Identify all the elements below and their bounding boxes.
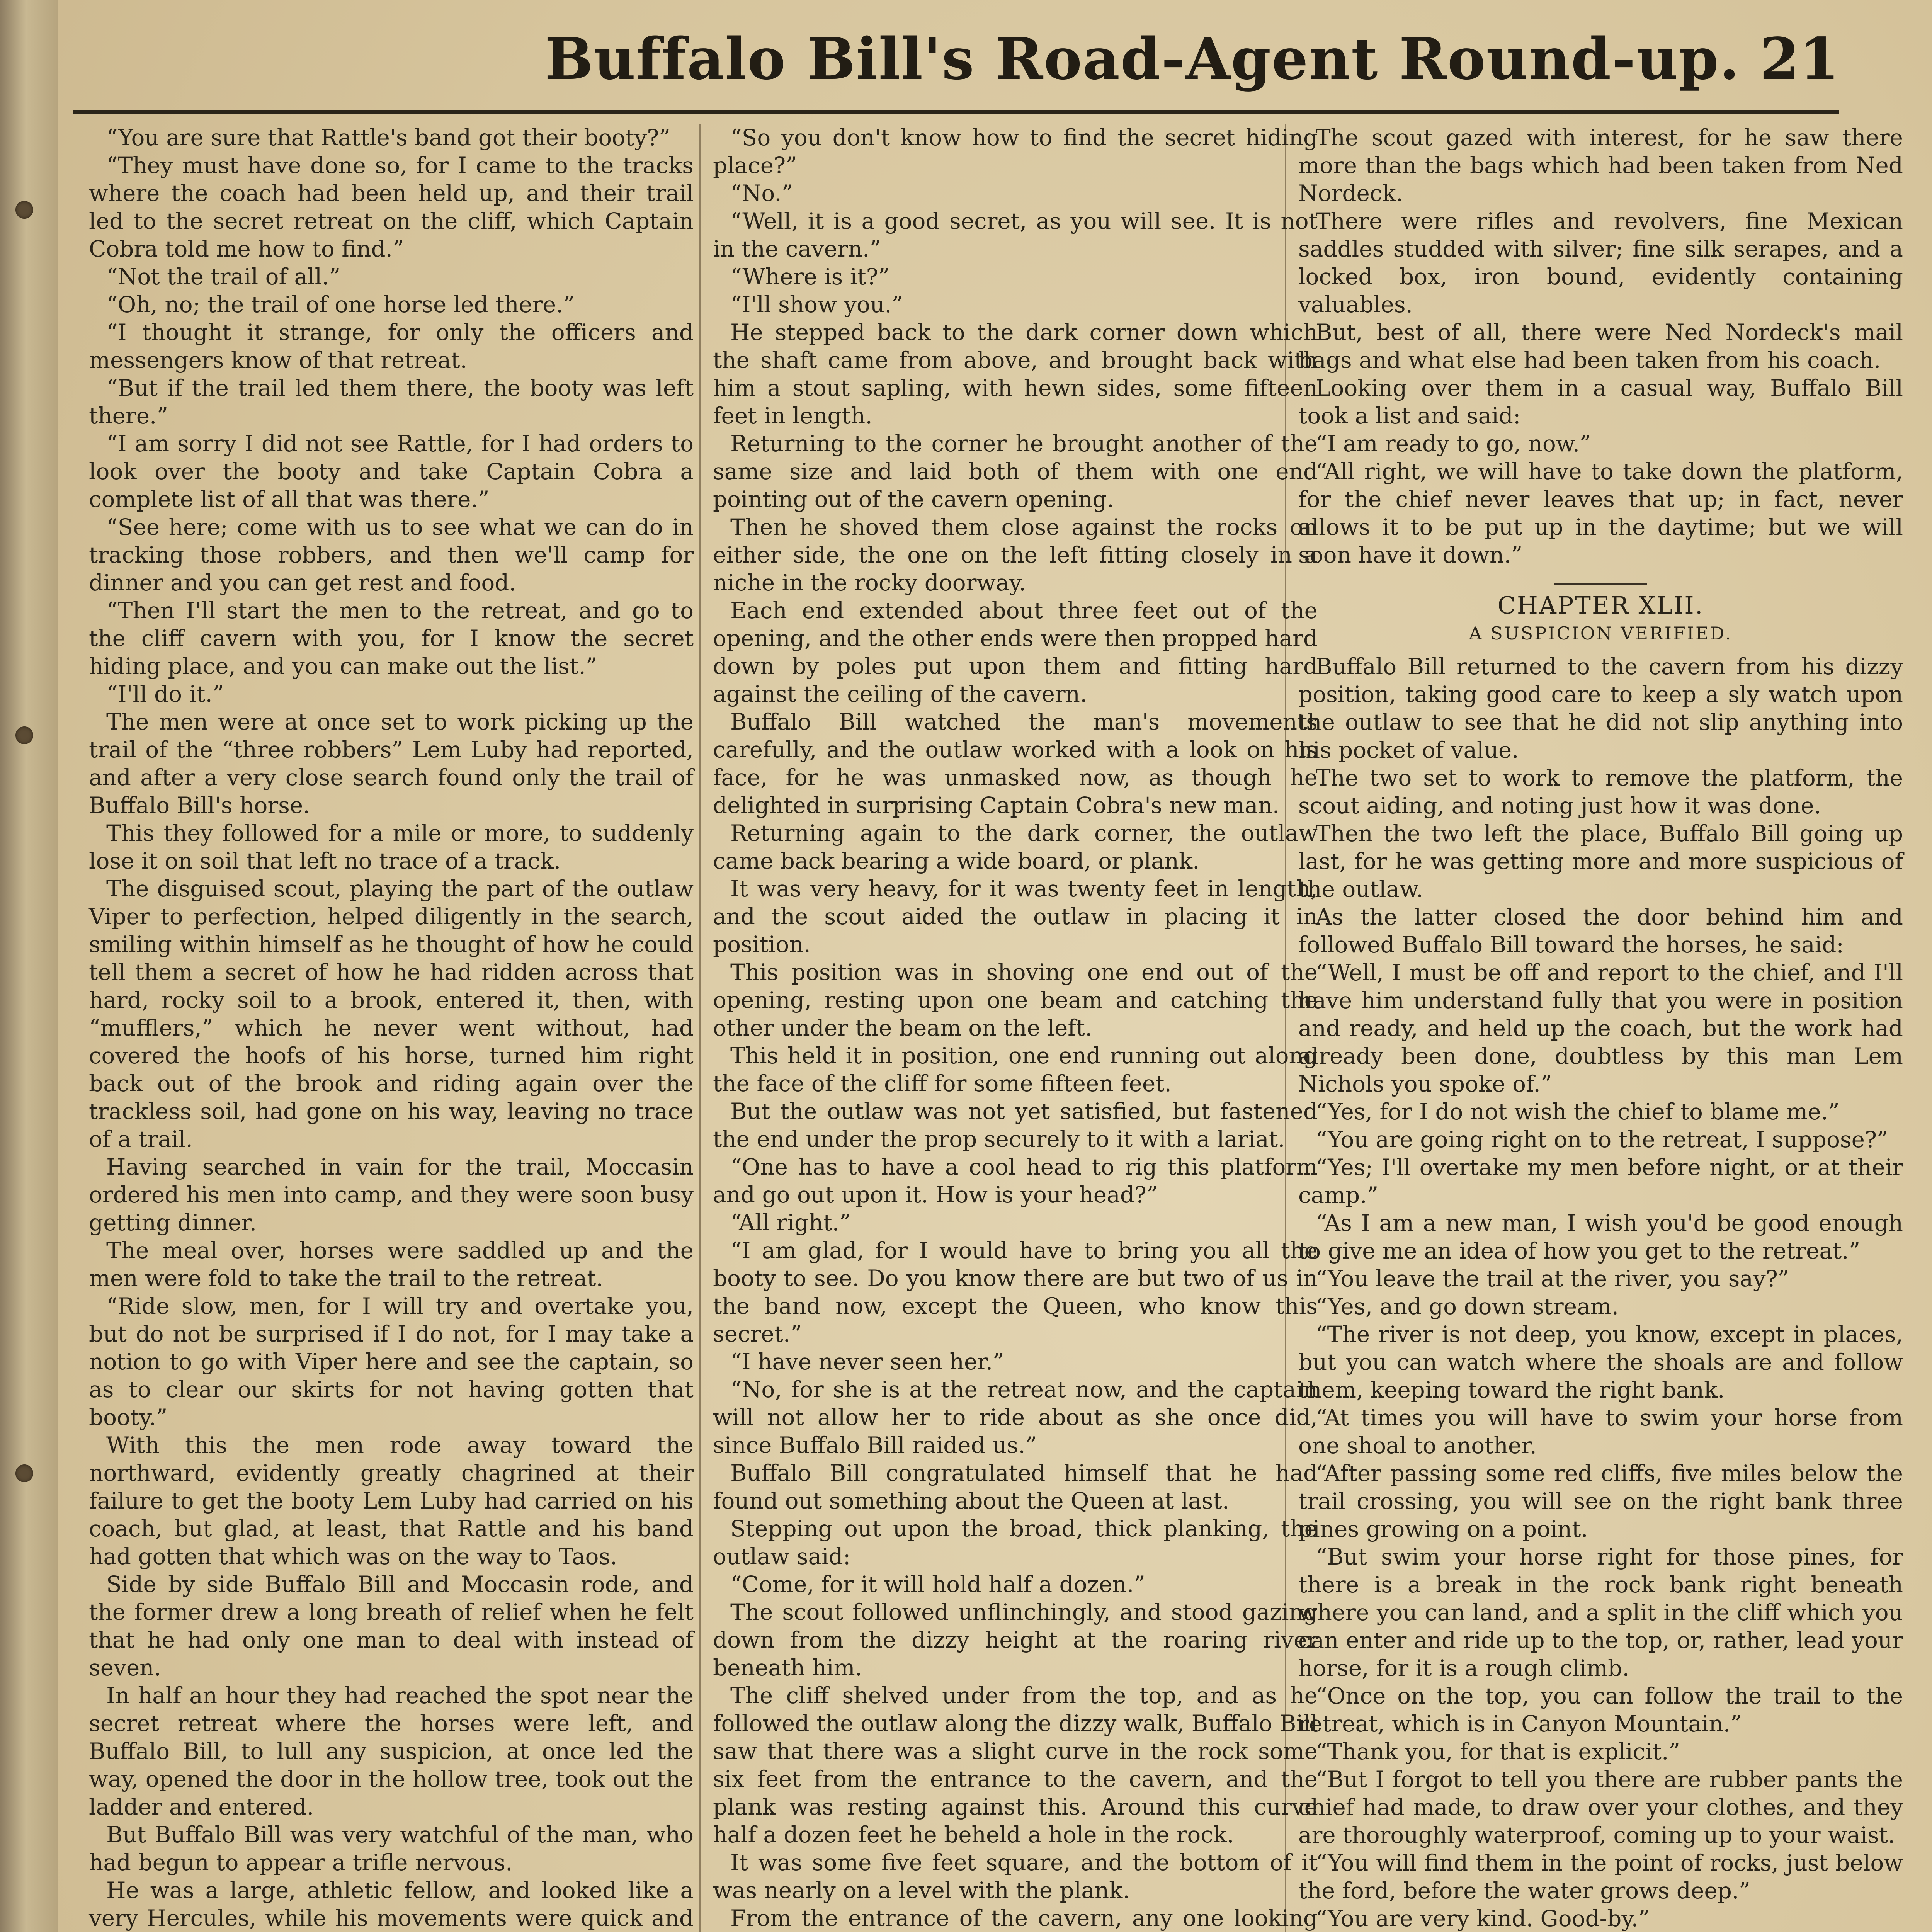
paragraph: “As I am a new man, I wish you'd be good enough to give me an idea of how you get to the retreat.” — [1298, 1210, 1903, 1264]
paragraph: “They must have done so, for I came to the tracks where the coach had been held up, and their trail led to the secret retreat on the cliff, which Captain Cobra told me how to find.” — [89, 152, 694, 262]
paragraph: “Yes, and go down stream. — [1316, 1293, 1619, 1320]
paragraph: Stepping out upon the broad, thick planking, the outlaw said: — [713, 1515, 1318, 1570]
paragraph: “No, for she is at the retreat now, and the captain will not allow her to ride about as she once did, since Buffalo Bill raided us.” — [713, 1376, 1318, 1458]
paragraph: But Buffalo Bill was very watchful of the man, who had begun to appear a trifle nervous. — [89, 1821, 694, 1876]
paragraph: Each end extended about three feet out of the opening, and the other ends were then propped hard down by poles put upon them and fitting hard against the ceiling of the cavern. — [713, 597, 1318, 707]
paragraph: “Come, for it will hold half a dozen.” — [730, 1571, 1145, 1597]
paragraph: “But swim your horse right for those pines, for there is a break in the rock bank right beneath where you can land, and a split in the cliff which you can enter and ride up to the top, or, rather, lead your horse, for it is a rough climb. — [1298, 1544, 1903, 1681]
paragraph: “Once on the top, you can follow the trail to the retreat, which is in Canyon Mountain.” — [1298, 1683, 1903, 1737]
paragraph: “I'll do it.” — [106, 681, 224, 707]
paragraph: Buffalo Bill watched the man's movements carefully, and the outlaw worked with a look on his face, for he was unmasked now, as though he delighted in surprising Captain Cobra's new man. — [713, 709, 1318, 818]
paragraph: Then the two left the place, Buffalo Bill going up last, for he was getting more and more suspicious of the outlaw. — [1298, 820, 1903, 902]
chapter-rule — [1554, 583, 1647, 585]
paragraph: “Well, I must be off and report to the chief, and I'll have him understand fully that you were in position and ready, and held up the coach, but the work had already been done, doubtless by this man Lem Nichols you spoke of.” — [1298, 959, 1903, 1097]
paragraph: It was very heavy, for it was twenty feet in length, and the scout aided the outlaw in placing it in position. — [713, 876, 1318, 957]
paragraph: “At times you will have to swim your horse from one shoal to another. — [1298, 1405, 1903, 1459]
paragraph: There were rifles and revolvers, fine Mexican saddles studded with silver; fine silk serapes, and a locked box, iron bound, evidently containing valuables. — [1298, 208, 1903, 318]
paragraph: “See here; come with us to see what we can do in tracking those robbers, and then we'll camp for dinner and you can get rest and food. — [89, 514, 694, 596]
paragraph: It was some five feet square, and the bottom of it was nearly on a level with the plank. — [713, 1849, 1318, 1903]
paragraph: The scout followed unflinchingly, and stood gazing down from the dizzy height at the roaring river beneath him. — [713, 1599, 1318, 1681]
paragraph: This held it in position, one end running out along the face of the cliff for some fifteen feet. — [713, 1043, 1318, 1097]
paragraph: “You are sure that Rattle's band got their booty?” — [106, 124, 670, 151]
paragraph: He stepped back to the dark corner down which the shaft came from above, and brought back with him a stout sapling, with hewn sides, some fifteen feet in length. — [713, 319, 1318, 429]
binding-hole — [15, 1464, 33, 1482]
paragraph: Returning to the corner he brought another of the same size and laid both of them with one end pointing out of the cavern opening. — [713, 430, 1318, 512]
column-3 — [1298, 124, 1903, 1932]
binding-strip — [0, 0, 60, 1932]
chapter-title: A SUSPICION VERIFIED. — [1469, 623, 1733, 644]
column-2 — [713, 124, 1318, 1932]
paragraph: From the entrance of the cavern, any one looking — [730, 1905, 1318, 1931]
paragraph: “All right, we will have to take down the platform, for the chief never leaves that up; in fact, never allows it to be put up in the daytime; but we will soon have it down.” — [1298, 458, 1903, 568]
paragraph: “So you don't know how to find the secret hiding place?” — [713, 124, 1318, 179]
paragraph: “I have never seen her.” — [730, 1349, 1004, 1375]
paragraph: Buffalo Bill returned to the cavern from his dizzy position, taking good care to keep a sly watch upon the outlaw to see that he did not slip anything into his pocket of value. — [1298, 653, 1903, 763]
paragraph: “Ride slow, men, for I will try and overtake you, but do not be surprised if I do not, for I may take a notion to go with Viper here and see the captain, so as to clear our skirts for not having gotten that booty.” — [89, 1293, 694, 1430]
paragraph: “Well, it is a good secret, as you will see. It is not in the cavern.” — [713, 208, 1318, 262]
paragraph: Having searched in vain for the trail, Moccasin ordered his men into camp, and they were soon busy getting dinner. — [89, 1154, 694, 1236]
paragraph: “But I forgot to tell you there are rubber pants the chief had made, to draw over your clothes, and they are thoroughly waterproof, coming up to your waist. — [1298, 1766, 1903, 1848]
column-1 — [89, 124, 694, 1932]
chapter-number: CHAPTER XLII. — [1497, 591, 1704, 619]
column-divider — [699, 124, 701, 1932]
paragraph: Looking over them in a casual way, Buffalo Bill took a list and said: — [1298, 375, 1903, 429]
paragraph: The two set to work to remove the platform, the scout aiding, and noting just how it was done. — [1298, 765, 1903, 819]
paragraph: “I am sorry I did not see Rattle, for I had orders to look over the booty and take Captain Cobra a complete list of all that was there.” — [89, 430, 694, 512]
paragraph: The men were at once set to work picking up the trail of the “three robbers” Lem Luby had reported, and after a very close search found only the trail of Buffalo Bill's horse. — [89, 709, 694, 818]
paragraph: “You will find them in the point of rocks, just below the ford, before the water grows deep.” — [1298, 1850, 1903, 1904]
paragraph: “After passing some red cliffs, five miles below the trail crossing, you will see on the right bank three pines growing on a point. — [1298, 1460, 1903, 1542]
paragraph: Then he shoved them close against the rocks on either side, the one on the left fitting closely in a niche in the rocky doorway. — [713, 514, 1318, 596]
paragraph: “Yes, for I do not wish the chief to blame me.” — [1316, 1099, 1840, 1125]
paragraph: In half an hour they had reached the spot near the secret retreat where the horses were left, and Buffalo Bill, to lull any suspicion, at once led the way, opened the door in the hollow tree, took out the ladder and entered. — [89, 1682, 694, 1820]
paragraph: “I am glad, for I would have to bring you all the booty to see. Do you know there are but two of us in the band now, except the Queen, who know this secret.” — [713, 1237, 1318, 1347]
paragraph: “The river is not deep, you know, except in places, but you can watch where the shoals are and follow them, keeping toward the right bank. — [1298, 1321, 1903, 1403]
paragraph: “One has to have a cool head to rig this platform and go out upon it. How is your head?” — [713, 1154, 1318, 1208]
paragraph: “Then I'll start the men to the retreat, and go to the cliff cavern with you, for I know the secret hiding place, and you can make out the list.” — [89, 597, 694, 679]
paragraph: “Yes; I'll overtake my men before night, or at their camp.” — [1298, 1154, 1903, 1208]
paragraph: The cliff shelved under from the top, and as he followed the outlaw along the dizzy walk, Buffalo Bill saw that there was a slight curve in the rock some six feet from the entrance to the cavern, and the plank was resting against this. Around this curve half a dozen feet he beheld a hole in the rock. — [713, 1682, 1318, 1848]
paragraph: “No.” — [730, 180, 793, 206]
paragraph: “Not the trail of all.” — [106, 264, 341, 290]
page-number: 21 — [1760, 25, 1839, 92]
paragraph: The meal over, horses were saddled up and the men were fold to take the trail to the retreat. — [89, 1237, 694, 1291]
paragraph: “But if the trail led them there, the booty was left there.” — [89, 375, 694, 429]
paragraph: But the outlaw was not yet satisfied, but fastened the end under the prop securely to it with a lariat. — [713, 1098, 1318, 1152]
paragraph: Buffalo Bill congratulated himself that he had found out something about the Queen at last. — [713, 1460, 1318, 1514]
paragraph: Returning again to the dark corner, the outlaw came back bearing a wide board, or plank. — [713, 820, 1318, 874]
paragraph: “Oh, no; the trail of one horse led there.” — [106, 291, 575, 318]
binding-hole — [15, 201, 33, 219]
page-header — [73, 14, 1839, 114]
paragraph: As the latter closed the door behind him and followed Buffalo Bill toward the horses, he said: — [1298, 904, 1903, 958]
binding-hole — [15, 726, 33, 744]
paragraph: This they followed for a mile or more, to suddenly lose it on soil that left no trace of a track. — [89, 820, 694, 874]
paragraph: “You are very kind. Good-by.” — [1316, 1905, 1650, 1932]
paragraph: “Where is it?” — [730, 264, 890, 290]
paragraph: The scout gazed with interest, for he saw there more than the bags which had been taken from Ned Nordeck. — [1298, 124, 1903, 206]
paragraph: With this the men rode away toward the northward, evidently greatly chagrined at their failure to get the booty Lem Luby had carried on his coach, but glad, at least, that Rattle and his band had gotten that which was on the way to Taos. — [89, 1432, 694, 1570]
paragraph: “You leave the trail at the river, you say?” — [1316, 1265, 1789, 1292]
paragraph: “I am ready to go, now.” — [1316, 430, 1591, 457]
paragraph: “Thank you, for that is explicit.” — [1316, 1738, 1680, 1765]
paragraph: “I thought it strange, for only the officers and messengers know of that retreat. — [89, 319, 694, 373]
paragraph: He was a large, athletic fellow, and looked like a very Hercules, while his movements were quick and — [89, 1877, 694, 1931]
paragraph: “You are going right on to the retreat, I suppose?” — [1316, 1126, 1888, 1153]
chapter-heading — [1298, 583, 1903, 647]
paragraph: But, best of all, there were Ned Nordeck's mail bags and what else had been taken from his coach. — [1298, 319, 1903, 373]
paragraph: “I'll show you.” — [730, 291, 903, 318]
paragraph: This position was in shoving one end out of the opening, resting upon one beam and catching the other under the beam on the left. — [713, 959, 1318, 1041]
paragraph: “All right.” — [730, 1209, 851, 1236]
paragraph: Side by side Buffalo Bill and Moccasin rode, and the former drew a long breath of relief when he felt that he had only one man to deal with instead of seven. — [89, 1571, 694, 1681]
running-title: Buffalo Bill's Road-Agent Round-up. — [545, 25, 1740, 92]
paragraph: The disguised scout, playing the part of the outlaw Viper to perfection, helped diligently in the search, smiling within himself as he thought of how he could tell them a secret of how he had ridden across that hard, rocky soil to a brook, entered it, then, with “mufflers,” which he never went without, had covered the hoofs of his horse, turned him right back out of the brook and riding again over the trackless soil, had gone on his way, leaving no trace of a trail. — [89, 876, 694, 1152]
